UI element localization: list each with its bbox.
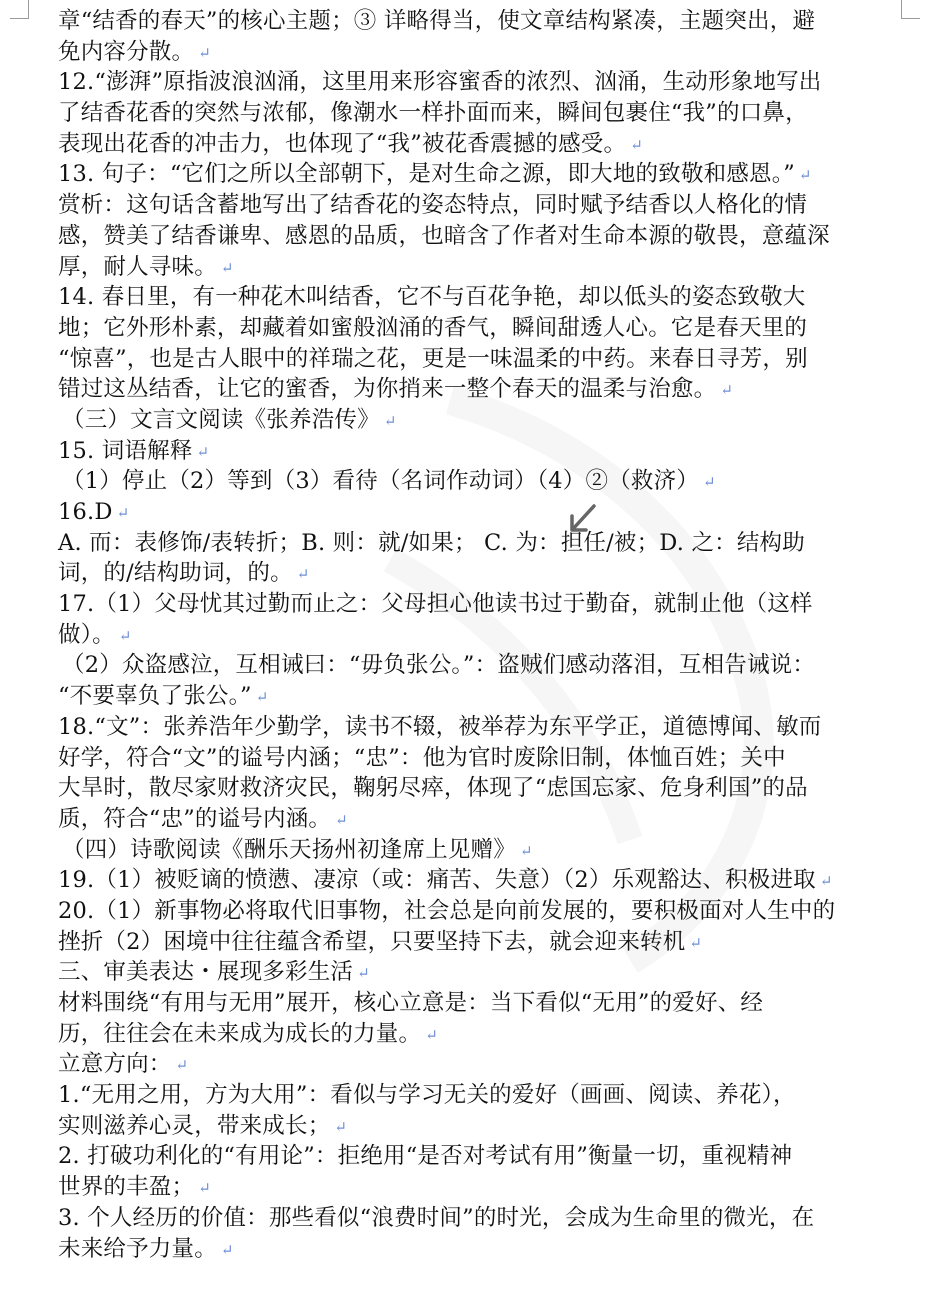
text-line: [58, 6, 878, 37]
line-text: （四）诗歌阅读《酬乐天扬州初逢席上见赠》: [62, 836, 517, 863]
text-line: [58, 773, 878, 804]
paragraph-mark-icon: ↵: [703, 473, 716, 492]
line-text: 做）。: [58, 621, 115, 648]
text-line: [58, 896, 878, 927]
text-line: [58, 743, 878, 774]
text-line: [58, 466, 878, 497]
line-text: 质，符合“忠”的谥号内涵。: [58, 805, 332, 832]
paragraph-mark-icon: ↵: [255, 688, 269, 707]
text-line: [58, 1203, 878, 1234]
paragraph-mark-icon: ↵: [175, 1056, 189, 1075]
text-line: [58, 405, 878, 436]
text-line: [58, 1080, 878, 1111]
line-text: 18.“文”：张养浩年少勤学，读书不辍，被举荐为东平学正，道德博闻、敏而: [58, 713, 822, 740]
line-text: 1.“无用之用，方为大用”：看似与学习无关的爱好（画画、阅读、养花），: [58, 1082, 796, 1109]
paragraph-mark-icon: ↵: [357, 964, 370, 983]
text-line: [58, 988, 878, 1019]
paragraph-mark-icon: ↵: [720, 381, 734, 400]
line-text: 实则滋养心灵，带来成长；: [58, 1112, 331, 1139]
text-line: [58, 129, 878, 160]
text-line: [58, 681, 878, 712]
text-line: [58, 804, 878, 835]
line-text: 感，赞美了结香谦卑、感恩的品质，也暗含了作者对生命本源的敬畏，意蕴深: [58, 222, 830, 249]
text-line: [58, 1141, 878, 1172]
text-line: [58, 650, 878, 681]
paragraph-mark-icon: ↵: [118, 626, 132, 645]
paragraph-mark-icon: ↵: [798, 166, 812, 185]
text-line: [58, 1111, 878, 1142]
line-text: （1）停止（2）等到（3）看待（名词作动词）（4）②（救济）: [62, 468, 700, 495]
line-text: 章“结香的春天”的核心主题；③ 详略得当，使文章结构紧凑，主题突出，避: [58, 8, 816, 34]
text-line: [58, 835, 878, 866]
text-line: [58, 620, 878, 651]
line-text: 三、审美表达・展现多彩生活: [58, 959, 354, 986]
paragraph-mark-icon: ↵: [296, 565, 310, 584]
line-text: A. 而：表修饰/表转折；B. 则：就/如果； C. 为：担任/被；D. 之：结构助: [58, 529, 805, 556]
line-text: 17.（1）父母忧其过勤而止之：父母担心他读书过于勤奋，就制止他（这样: [58, 591, 813, 618]
paragraph-mark-icon: ↵: [520, 841, 533, 860]
text-line: [58, 190, 878, 221]
text-line: [58, 589, 878, 620]
page-corner-mark-left: [10, 0, 29, 19]
text-line: [58, 558, 878, 589]
line-text: 错过这丛结香，让它的蜜香，为你捎来一整个春天的温柔与治愈。: [58, 376, 717, 403]
document-body: [58, 6, 878, 1264]
line-text: 20.（1）新事物必将取代旧事物，社会总是向前发展的，要积极面对人生中的: [58, 897, 836, 924]
paragraph-mark-icon: ↵: [196, 442, 210, 461]
line-text: 赏析：这句话含蓄地写出了结香花的姿态特点，同时赋予结香以人格化的情: [58, 192, 808, 219]
text-line: [58, 159, 878, 190]
paragraph-mark-icon: ↵: [198, 43, 211, 62]
text-line: [58, 98, 878, 129]
line-text: 15. 词语解释: [58, 437, 193, 464]
line-text: 立意方向：: [58, 1051, 172, 1078]
text-line: [58, 957, 878, 988]
text-line: [58, 865, 878, 896]
text-line: [58, 374, 878, 405]
line-text: 历，往往会在未来成为成长的力量。: [58, 1020, 422, 1047]
paragraph-mark-icon: ↵: [335, 810, 348, 829]
text-line: [58, 1049, 878, 1080]
paragraph-mark-icon: ↵: [630, 135, 643, 154]
line-text: 世界的丰盈；: [58, 1174, 195, 1201]
line-text: 13. 句子：“它们之所以全部朝下，是对生命之源，即大地的致敬和感恩。”: [58, 161, 795, 188]
text-line: [58, 221, 878, 252]
line-text: “惊喜”，也是古人眼中的祥瑞之花，更是一味温柔的中药。来春日寻芳，别: [58, 345, 808, 372]
line-text: 12.“澎湃”原指波浪汹涌，这里用来形容蜜香的浓烈、汹涌，生动形象地写出: [58, 69, 822, 96]
text-line: [58, 37, 878, 68]
line-text: 16.D: [58, 499, 113, 525]
paragraph-mark-icon: ↵: [198, 1179, 211, 1198]
paragraph-mark-icon: ↵: [689, 933, 703, 952]
text-line: [58, 1172, 878, 1203]
line-text: 未来给予力量。: [58, 1235, 217, 1262]
line-text: 挫折（2）困境中往往蕴含希望，只要坚持下去，就会迎来转机: [58, 928, 686, 955]
line-text: 厚，耐人寻味。: [58, 253, 217, 280]
line-text: 19.（1）被贬谪的愤懑、凄凉（或：痛苦、失意）（2）乐观豁达、积极进取: [58, 867, 816, 894]
paragraph-mark-icon: ↵: [383, 411, 397, 430]
line-text: 材料围绕“有用与无用”展开，核心立意是：当下看似“无用”的爱好、经: [58, 990, 764, 1016]
paragraph-mark-icon: ↵: [334, 1117, 348, 1136]
text-line: [58, 712, 878, 743]
line-text: 了结香花香的突然与浓郁，像潮水一样扑面而来，瞬间包裹住“我”的口鼻，: [58, 100, 808, 127]
line-text: 14. 春日里，有一种花木叫结香，它不与百花争艳，却以低头的姿态致敬大: [58, 284, 806, 311]
paragraph-mark-icon: ↵: [116, 504, 130, 522]
text-line: [58, 282, 878, 313]
line-text: 3. 个人经历的价值：那些看似“浪费时间”的时光，会成为生命里的微光，在: [58, 1204, 815, 1231]
line-text: 2. 打破功利化的“有用论”：拒绝用“是否对考试有用”衡量一切，重视精神: [58, 1143, 793, 1170]
text-line: [58, 344, 878, 375]
line-text: “不要辜负了张公。”: [58, 683, 252, 710]
paragraph-mark-icon: ↵: [220, 1240, 234, 1259]
text-line: [58, 436, 878, 467]
text-line: [58, 497, 878, 528]
paragraph-mark-icon: ↵: [425, 1025, 438, 1044]
line-text: 免内容分散。: [58, 38, 195, 65]
text-line: [58, 67, 878, 98]
line-text: 表现出花香的冲击力，也体现了“我”被花香震撼的感受。: [58, 130, 627, 157]
line-text: （三）文言文阅读《张养浩传》: [62, 406, 380, 433]
line-text: 好学，符合“文”的谥号内涵；“忠”：他为官时废除旧制，体恤百姓；关中: [58, 744, 786, 771]
line-text: 地；它外形朴素，却藏着如蜜般汹涌的香气，瞬间甜透人心。它是春天里的: [58, 314, 808, 341]
text-line: [58, 313, 878, 344]
text-line: [58, 1234, 878, 1265]
page-corner-mark-right: [901, 0, 920, 19]
text-line: [58, 1019, 878, 1050]
paragraph-mark-icon: ↵: [220, 258, 234, 277]
text-line: [58, 927, 878, 958]
paragraph-mark-icon: ↵: [819, 872, 833, 891]
text-line: [58, 252, 878, 283]
line-text: （2）众盗感泣，互相诫曰：“毋负张公。”：盗贼们感动落泪，互相告诫说：: [62, 652, 816, 679]
line-text: 词，的/结构助词，的。: [58, 560, 293, 587]
line-text: 大旱时，散尽家财救济灾民，鞠躬尽瘁，体现了“虑国忘家、危身利国”的品: [58, 775, 808, 802]
text-line: [58, 528, 878, 559]
